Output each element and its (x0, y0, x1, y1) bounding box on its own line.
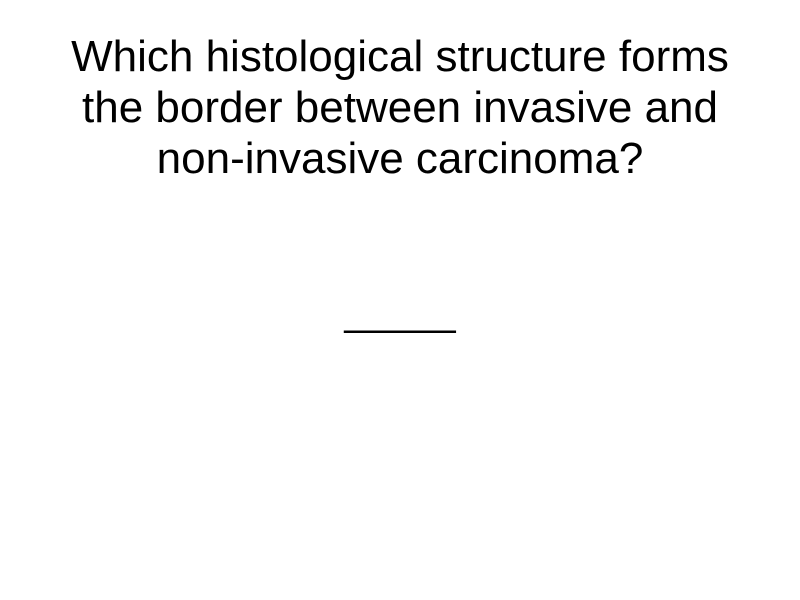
question-line-3: non-invasive carcinoma? (156, 134, 644, 183)
answer-blank: _____ (344, 290, 456, 334)
question-text (0, 0, 800, 184)
question-line-2: the border between invasive and (82, 83, 718, 132)
question-line-1: Which histological structure forms (71, 32, 729, 81)
